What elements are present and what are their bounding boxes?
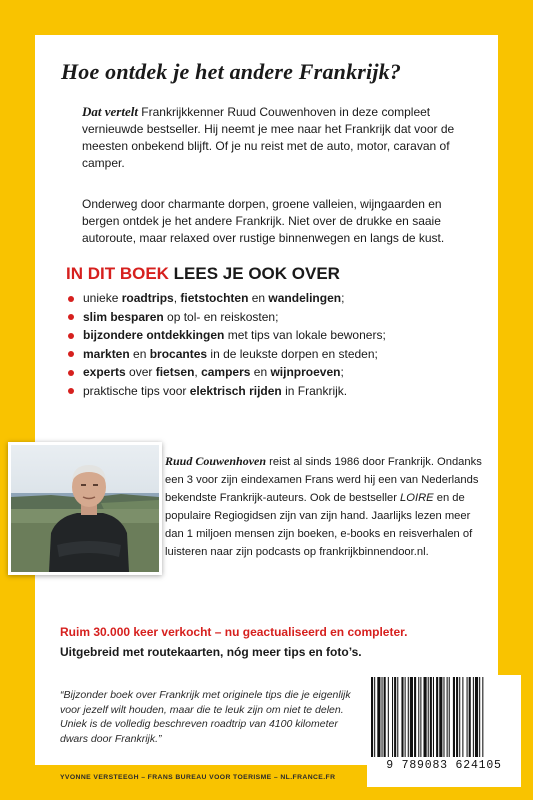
feature-list-item: slim besparen op tol- en reiskosten; (66, 308, 486, 327)
barcode-bar (377, 677, 380, 757)
barcode-bar (439, 677, 442, 757)
bullet-dot-icon (68, 314, 74, 320)
bullet-dot-icon (68, 388, 74, 394)
barcode-bar (443, 677, 444, 757)
author-bio-text-1: reist al sinds 1986 door Frankrijk. Ondanks een 3 voor zijn eindexamen Frans werd hij een van Nederlands bekendste Frankrijk-auteurs. Ook de bestseller (165, 456, 482, 504)
barcode-bar (418, 677, 419, 757)
bullet-dot-icon (68, 370, 74, 376)
barcode-bar (382, 677, 383, 757)
update-line: Uitgebreid met routekaarten, nóg meer tips en foto’s. (60, 645, 362, 659)
barcode-bar (475, 677, 478, 757)
barcode-bar (408, 677, 409, 757)
second-paragraph: Onderweg door charmante dorpen, groene valleien, wijngaarden en bergen ontdek je het andere Frankrijk. Niet over de drukke en saaie autoroute, maar relaxed over rustige binnenwegen en langs de kust. (82, 197, 445, 245)
feature-list-item: experts over fietsen, campers en wijnproeven; (66, 363, 486, 382)
barcode-bar (473, 677, 474, 757)
section-title-black: LEES JE OOK OVER (168, 264, 340, 283)
bullet-dot-icon (68, 351, 74, 357)
barcode-bar (414, 677, 416, 757)
section-title (66, 264, 340, 284)
barcode-bar (459, 677, 460, 757)
barcode-bar (453, 677, 455, 757)
isbn-number: 9 789083 624105 (386, 759, 502, 772)
barcode-bar (447, 677, 448, 757)
intro-lead: Dat vertelt (82, 104, 138, 119)
section-title-red: IN DIT BOEK (66, 264, 169, 283)
author-name: Ruud Couwenhoven (165, 454, 267, 468)
isbn-barcode (367, 675, 521, 787)
barcode-bar (469, 677, 471, 757)
author-bio (165, 452, 487, 561)
barcode-bar (384, 677, 386, 757)
barcode-bar (449, 677, 450, 757)
headline: Hoe ontdek je het andere Frankrijk? (61, 59, 402, 84)
barcode-bar (388, 677, 389, 757)
barcode-bar (433, 677, 434, 757)
barcode-bar (479, 677, 480, 757)
barcode-bar (420, 677, 421, 757)
barcode-bar (394, 677, 396, 757)
bullet-dot-icon (68, 333, 74, 339)
feature-list-item: unieke roadtrips, fietstochten en wandelingen; (66, 289, 486, 308)
barcode-bars (367, 675, 521, 759)
review-quote: “Bijzonder boek over Frankrijk met originele tips die je eigenlijk voor jezelf wilt houden, maar die te leuk zijn om niet te delen. Uniek is de volledig beschreven roadtrip van 4100 kilometer dwars door Frankrijk.” (60, 689, 351, 745)
author-photo-image (11, 445, 159, 572)
intro-paragraph (82, 103, 482, 172)
barcode-bar (397, 677, 398, 757)
barcode-bar (430, 677, 432, 757)
cover-panel (35, 35, 502, 781)
barcode-bar (401, 677, 403, 757)
barcode-bar (456, 677, 458, 757)
author-series-title: LOIRE (400, 492, 434, 504)
barcode-bar (410, 677, 413, 757)
barcode-bar (392, 677, 393, 757)
barcode-bar (374, 677, 375, 757)
intro-text: Frankrijkkenner Ruud Couwenhoven in deze compleet vernieuwde bestseller. Hij neemt je mee naar het Frankrijk dat voor de meesten onbekend blijft. Of je nu reist met de auto, motor, caravan of camper. (82, 105, 455, 170)
feature-list-item: markten en brocantes in de leukste dorpen en steden; (66, 345, 486, 364)
barcode-bar (482, 677, 483, 757)
feature-list (66, 289, 486, 401)
author-bio-text-2: en de populaire Regiogidsen zijn van zijn hand. Jaarlijks lezen meer dan 1 miljoen mensen zijn boeken, e-books en reisverhalen of luisteren naar zijn podcasts op frankrijkbinnendoor.nl. (165, 492, 473, 558)
bullet-dot-icon (68, 296, 74, 302)
author-photo (8, 442, 162, 575)
barcode-bar (405, 677, 406, 757)
feature-list-item: bijzondere ontdekkingen met tips van lokale bewoners; (66, 326, 486, 345)
barcode-bar (436, 677, 438, 757)
barcode-bar (428, 677, 429, 757)
barcode-bar (424, 677, 427, 757)
sales-line: Ruim 30.000 keer verkocht – nu geactualiseerd en completer. (60, 625, 408, 639)
barcode-bar (467, 677, 468, 757)
quote-credit: YVONNE VERSTEEGH – FRANS BUREAU VOOR TOERISME – NL.FRANCE.FR (60, 774, 336, 781)
feature-list-item: praktische tips voor elektrisch rijden in Frankrijk. (66, 382, 486, 401)
barcode-bar (462, 677, 463, 757)
barcode-bar (371, 677, 373, 757)
